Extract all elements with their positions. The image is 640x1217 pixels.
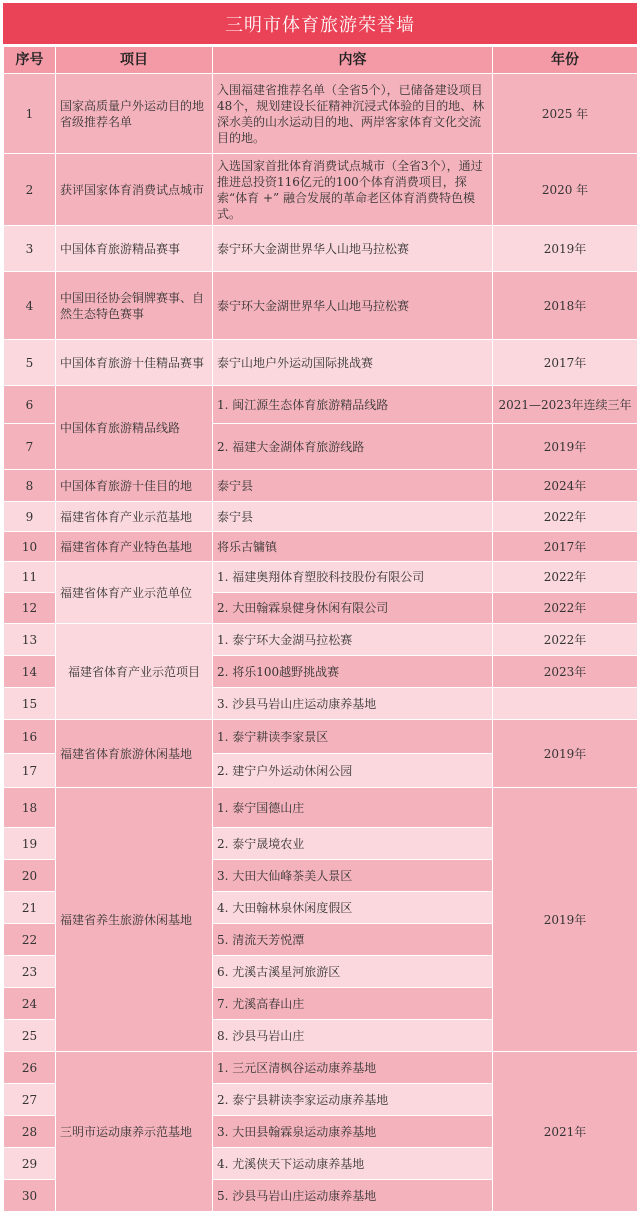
page-title: 三明市体育旅游荣誉墙 — [3, 3, 637, 44]
row-item: 国家高质量户外运动目的地省级推荐名单 — [56, 74, 213, 154]
row-content: 泰宁县 — [213, 502, 493, 532]
row-content: 4. 大田翰林泉休闲度假区 — [213, 892, 493, 924]
row-content: 2. 泰宁晟境农业 — [213, 828, 493, 860]
row-item: 福建省体育旅游休闲基地 — [56, 720, 213, 788]
row-no: 3 — [4, 226, 56, 272]
row-item: 福建省体育产业示范基地 — [56, 502, 213, 532]
row-year: 2019年 — [493, 226, 638, 272]
row-no: 18 — [4, 788, 56, 828]
row-content: 1. 泰宁环大金湖马拉松赛 — [213, 624, 493, 656]
row-content: 3. 大田县翰霖泉运动康养基地 — [213, 1116, 493, 1148]
row-year: 2025 年 — [493, 74, 638, 154]
row-item: 中国体育旅游精品赛事 — [56, 226, 213, 272]
row-content: 3. 大田大仙峰茶美人景区 — [213, 860, 493, 892]
row-year: 2022年 — [493, 593, 638, 624]
row-item: 三明市运动康养示范基地 — [56, 1052, 213, 1212]
row-item: 福建省体育产业特色基地 — [56, 532, 213, 562]
row-content: 入选国家首批体育消费试点城市（全省3个），通过推进总投资116亿元的100个体育消费项目，探索“体育 +” 融合发展的革命老区体育消费特色模式。 — [213, 154, 493, 226]
row-item: 中国体育旅游十佳目的地 — [56, 470, 213, 502]
row-no: 6 — [4, 386, 56, 424]
row-year: 2019年 — [493, 424, 638, 470]
row-content: 1. 福建奥翔体育塑胶科技股份有限公司 — [213, 562, 493, 593]
row-content: 2. 将乐100越野挑战赛 — [213, 656, 493, 688]
table-row — [4, 502, 638, 532]
row-content: 2. 建宁户外运动休闲公园 — [213, 754, 493, 788]
row-no: 24 — [4, 988, 56, 1020]
table-row — [4, 532, 638, 562]
row-item: 获评国家体育消费试点城市 — [56, 154, 213, 226]
row-content: 5. 清流天芳悦潭 — [213, 924, 493, 956]
row-no: 1 — [4, 74, 56, 154]
row-item: 中国体育旅游十佳精品赛事 — [56, 340, 213, 386]
row-content: 泰宁环大金湖世界华人山地马拉松赛 — [213, 226, 493, 272]
row-content: 5. 沙县马岩山庄运动康养基地 — [213, 1180, 493, 1212]
row-no: 25 — [4, 1020, 56, 1052]
row-no: 17 — [4, 754, 56, 788]
row-year: 2022年 — [493, 562, 638, 593]
row-content: 8. 沙县马岩山庄 — [213, 1020, 493, 1052]
row-no: 5 — [4, 340, 56, 386]
row-no: 14 — [4, 656, 56, 688]
row-no: 13 — [4, 624, 56, 656]
row-no: 29 — [4, 1148, 56, 1180]
row-year: 2021年 — [493, 1052, 638, 1212]
row-no: 2 — [4, 154, 56, 226]
row-no: 12 — [4, 593, 56, 624]
row-content: 1. 泰宁国德山庄 — [213, 788, 493, 828]
table-row — [4, 624, 638, 656]
row-year: 2023年 — [493, 656, 638, 688]
row-item: 中国体育旅游精品线路 — [56, 386, 213, 470]
row-content: 泰宁山地户外运动国际挑战赛 — [213, 340, 493, 386]
table-row — [4, 226, 638, 272]
row-year: 2017年 — [493, 532, 638, 562]
table-row — [4, 1052, 638, 1084]
row-content: 1. 泰宁耕读李家景区 — [213, 720, 493, 754]
row-content: 泰宁环大金湖世界华人山地马拉松赛 — [213, 272, 493, 340]
table-row — [4, 470, 638, 502]
row-content: 4. 尤溪侠天下运动康养基地 — [213, 1148, 493, 1180]
table-row — [4, 562, 638, 593]
row-no: 4 — [4, 272, 56, 340]
row-year: 2024年 — [493, 470, 638, 502]
row-no: 8 — [4, 470, 56, 502]
row-no: 21 — [4, 892, 56, 924]
row-content: 1. 三元区清枫谷运动康养基地 — [213, 1052, 493, 1084]
header-row — [4, 47, 638, 74]
table-row — [4, 386, 638, 424]
row-no: 30 — [4, 1180, 56, 1212]
row-year: 2022年 — [493, 624, 638, 656]
table-row — [4, 154, 638, 226]
row-content: 2. 福建大金湖体育旅游线路 — [213, 424, 493, 470]
row-content: 入围福建省推荐名单（全省5个），已储备建设项目48个，规划建设长征精神沉浸式体验的目的地、林深水美的山水运动目的地、两岸客家体育文化交流目的地。 — [213, 74, 493, 154]
row-no: 10 — [4, 532, 56, 562]
row-content: 2. 泰宁县耕读李家运动康养基地 — [213, 1084, 493, 1116]
row-year — [493, 688, 638, 720]
row-item: 中国田径协会铜牌赛事、自然生态特色赛事 — [56, 272, 213, 340]
row-no: 19 — [4, 828, 56, 860]
row-no: 16 — [4, 720, 56, 754]
row-no: 9 — [4, 502, 56, 532]
row-content: 1. 闽江源生态体育旅游精品线路 — [213, 386, 493, 424]
row-content: 6. 尤溪古溪星河旅游区 — [213, 956, 493, 988]
row-year: 2017年 — [493, 340, 638, 386]
row-year: 2019年 — [493, 788, 638, 1052]
honor-table — [3, 46, 638, 1212]
row-year: 2018年 — [493, 272, 638, 340]
row-content: 泰宁县 — [213, 470, 493, 502]
row-no: 11 — [4, 562, 56, 593]
row-item: 福建省体育产业示范项目 — [56, 624, 213, 720]
row-item: 福建省体育产业示范单位 — [56, 562, 213, 624]
header-content: 内容 — [213, 47, 493, 74]
table-row — [4, 720, 638, 754]
row-no: 28 — [4, 1116, 56, 1148]
row-content: 7. 尤溪高春山庄 — [213, 988, 493, 1020]
table-row — [4, 272, 638, 340]
table-row — [4, 74, 638, 154]
header-year: 年份 — [493, 47, 638, 74]
row-no: 27 — [4, 1084, 56, 1116]
row-no: 20 — [4, 860, 56, 892]
row-year: 2019年 — [493, 720, 638, 788]
header-item: 项目 — [56, 47, 213, 74]
row-content: 将乐古镛镇 — [213, 532, 493, 562]
row-item: 福建省养生旅游休闲基地 — [56, 788, 213, 1052]
row-content: 3. 沙县马岩山庄运动康养基地 — [213, 688, 493, 720]
row-year: 2021—2023年连续三年 — [493, 386, 638, 424]
row-year: 2020 年 — [493, 154, 638, 226]
table-row — [4, 340, 638, 386]
row-content: 2. 大田翰霖泉健身休闲有限公司 — [213, 593, 493, 624]
table-row — [4, 788, 638, 828]
row-no: 26 — [4, 1052, 56, 1084]
row-no: 7 — [4, 424, 56, 470]
header-no: 序号 — [4, 47, 56, 74]
row-year: 2022年 — [493, 502, 638, 532]
row-no: 22 — [4, 924, 56, 956]
row-no: 15 — [4, 688, 56, 720]
row-no: 23 — [4, 956, 56, 988]
